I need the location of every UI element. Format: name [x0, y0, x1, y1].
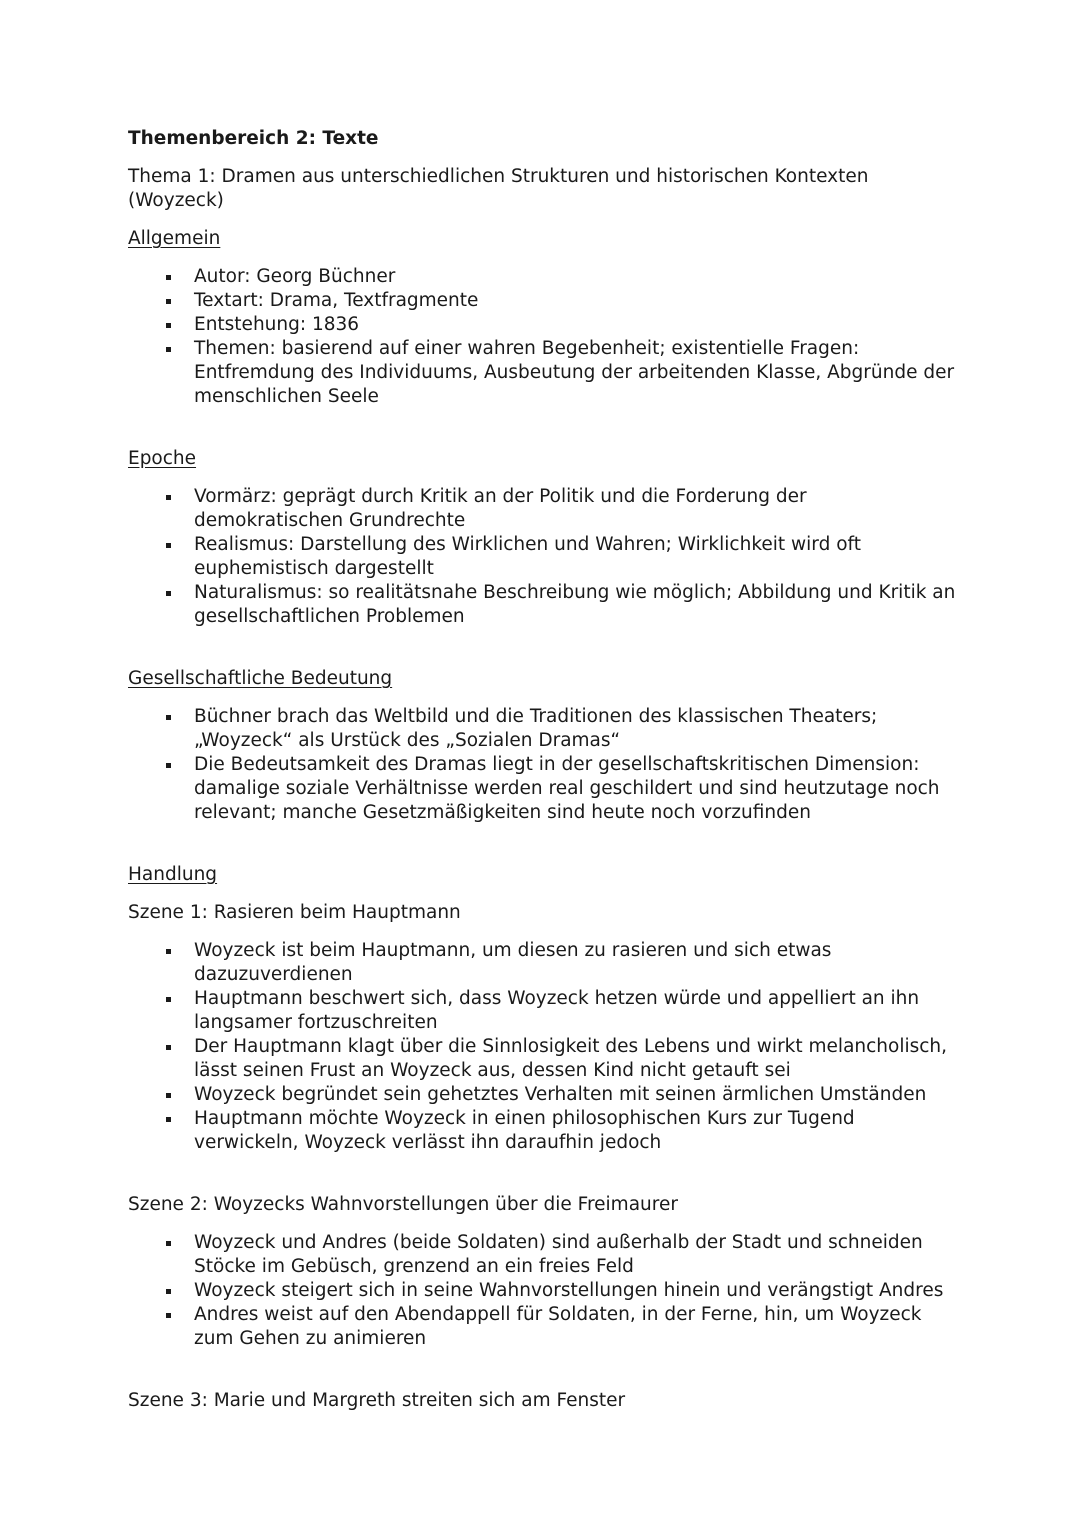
list-item: Die Bedeutsamkeit des Dramas liegt in der gesellschaftskritischen Dimension: damalige soziale Verhältnisse werden real geschildert und sind heutzutage noch relevant; manche Gesetzmäßigkeiten sind heute noch vorzufinden	[128, 753, 958, 825]
list-item: Autor: Georg Büchner	[128, 265, 958, 289]
list-item: Entstehung: 1836	[128, 313, 958, 337]
document-page	[128, 127, 958, 1427]
list-item: Vormärz: geprägt durch Kritik an der Politik und die Forderung der demokratischen Grundrechte	[128, 485, 958, 533]
scene-1-list	[128, 939, 958, 1155]
list-item: Woyzeck begründet sein gehetztes Verhalten mit seinen ärmlichen Umständen	[128, 1083, 958, 1107]
list-item: Woyzeck ist beim Hauptmann, um diesen zu rasieren und sich etwas dazuzuverdienen	[128, 939, 958, 987]
list-item: Naturalismus: so realitätsnahe Beschreibung wie möglich; Abbildung und Kritik an gesellschaftlichen Problemen	[128, 581, 958, 629]
list-item: Andres weist auf den Abendappell für Soldaten, in der Ferne, hin, um Woyzeck zum Gehen zu animieren	[128, 1303, 958, 1351]
allgemein-list	[128, 265, 958, 409]
list-item: Woyzeck und Andres (beide Soldaten) sind außerhalb der Stadt und schneiden Stöcke im Gebüsch, grenzend an ein freies Feld	[128, 1231, 958, 1279]
bedeutung-list	[128, 705, 958, 825]
epoche-list	[128, 485, 958, 629]
list-item: Büchner brach das Weltbild und die Traditionen des klassischen Theaters; „Woyzeck“ als Urstück des „Sozialen Dramas“	[128, 705, 958, 753]
section-heading-handlung: Handlung	[128, 864, 218, 885]
scene-2-list	[128, 1231, 958, 1351]
section-heading-bedeutung: Gesellschaftliche Bedeutung	[128, 668, 393, 689]
list-item: Themen: basierend auf einer wahren Begebenheit; existentielle Fragen: Entfremdung des Individuums, Ausbeutung der arbeitenden Klasse, Abgründe der menschlichen Seele	[128, 337, 958, 409]
scene-heading-3: Szene 3: Marie und Margreth streiten sich am Fenster	[128, 1390, 626, 1411]
list-item: Realismus: Darstellung des Wirklichen und Wahren; Wirklichkeit wird oft euphemistisch dargestellt	[128, 533, 958, 581]
list-item: Textart: Drama, Textfragmente	[128, 289, 958, 313]
section-heading-allgemein: Allgemein	[128, 228, 221, 249]
scene-heading-1: Szene 1: Rasieren beim Hauptmann	[128, 902, 461, 923]
list-item: Hauptmann möchte Woyzeck in einen philosophischen Kurs zur Tugend verwickeln, Woyzeck verlässt ihn daraufhin jedoch	[128, 1107, 958, 1155]
document-title: Themenbereich 2: Texte	[128, 128, 379, 149]
list-item: Hauptmann beschwert sich, dass Woyzeck hetzen würde und appelliert an ihn langsamer fortzuschreiten	[128, 987, 958, 1035]
topic-heading: Thema 1: Dramen aus unterschiedlichen Strukturen und historischen Kontexten (Woyzeck)	[128, 166, 869, 211]
list-item: Woyzeck steigert sich in seine Wahnvorstellungen hinein und verängstigt Andres	[128, 1279, 958, 1303]
list-item: Der Hauptmann klagt über die Sinnlosigkeit des Lebens und wirkt melancholisch, lässt seinen Frust an Woyzeck aus, dessen Kind nicht getauft sei	[128, 1035, 958, 1083]
scene-heading-2: Szene 2: Woyzecks Wahnvorstellungen über die Freimaurer	[128, 1194, 678, 1215]
section-heading-epoche: Epoche	[128, 448, 197, 469]
